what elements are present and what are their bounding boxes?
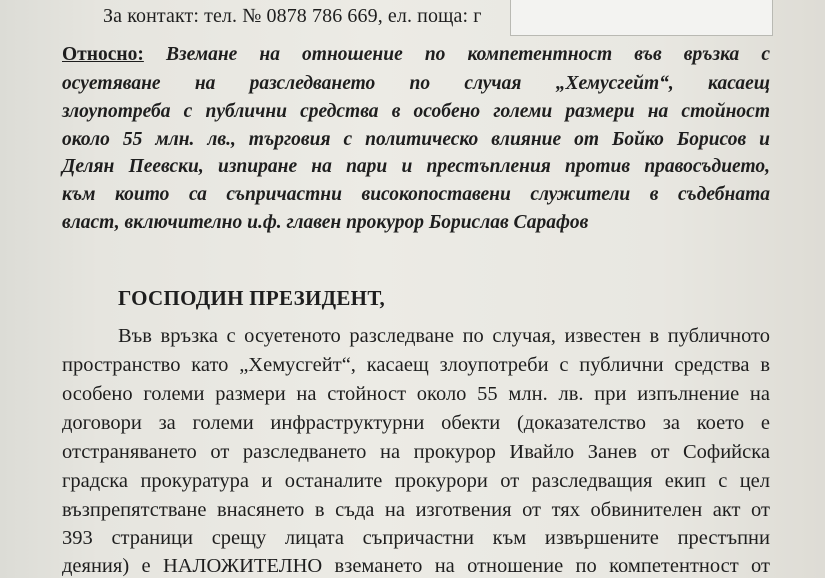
subject-line-1: [62, 44, 770, 66]
subject-line-4: около 55 млн. лв., търговия с политическо влияние от Бойко Борисов и: [62, 129, 770, 150]
subject-line-6: към които са съпричастни високопоставени служители в съдебната: [62, 184, 770, 205]
body-line-3: особено големи размери на стойност около 55 млн. лв. при изпълнение на: [62, 383, 770, 405]
redaction-box: [510, 0, 773, 36]
subject-line-5: Делян Пеевски, изпиране на пари и престъпления против правосъдието,: [62, 156, 770, 177]
body-line-8: 393 страници срещу лицата съпричастни към извършените престъпни: [62, 527, 770, 549]
subject-line-3: злоупотреба с публични средства в особено големи размери на стойност: [62, 101, 770, 122]
body-line-9: деяния) е НАЛОЖИТЕЛНО вземането на отношение по компетентност от: [62, 555, 770, 577]
body-line-5: отстраняването от разследването на прокурор Ивайло Занев от Софийска: [62, 441, 770, 463]
contact-line: За контакт: тел. № 0878 786 669, ел. поща: г: [103, 5, 482, 27]
salutation: ГОСПОДИН ПРЕЗИДЕНТ,: [118, 286, 386, 310]
subject-text: Вземане на отношение по компетентност във връзка с: [165, 44, 771, 65]
subject-line-2: осуетяване на разследването по случая „Хемусгейт“, касаещ: [62, 73, 770, 94]
body-line-2: пространство като „Хемусгейт“, касаещ злоупотреби с публични средства в: [62, 354, 770, 376]
subject-line-7: власт, включително и.ф. главен прокурор Борислав Сарафов: [62, 212, 589, 233]
body-line-4: договори за големи инфраструктурни обекти (доказателство за което е: [62, 412, 770, 434]
body-line-1: Във връзка с осуетеното разследване по случая, известен в публичното: [118, 325, 770, 347]
body-line-6: градска прокуратура и останалите прокурори от разследващия екип с цел: [62, 470, 770, 492]
body-line-7: възпрепятстване внасянето в съда на изготвения от тях обвинителен акт от: [62, 499, 770, 521]
subject-label: Относно:: [62, 44, 144, 65]
